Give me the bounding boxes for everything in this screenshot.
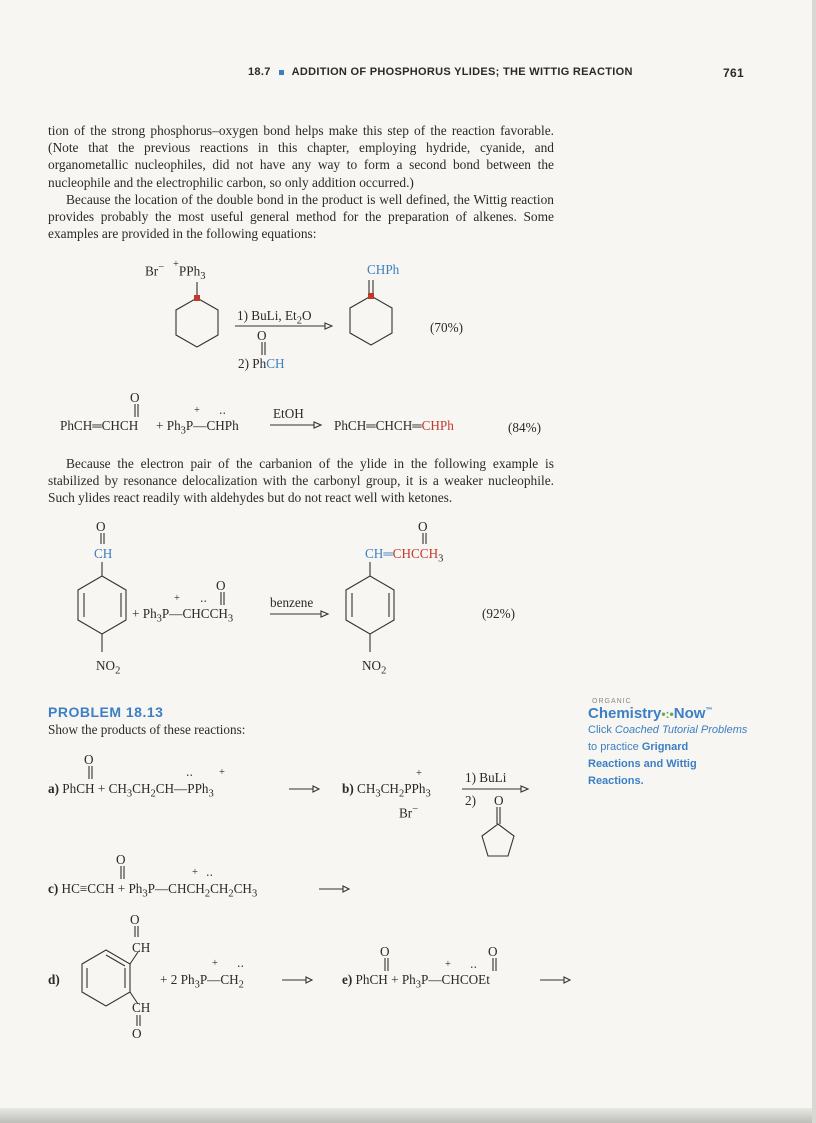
bond-marker [194,295,200,301]
page-number: 761 [723,66,744,80]
problem-part-b: b) $CH_3CH_2PPh_3$ [342,781,431,800]
sidebar-link[interactable]: Click Coached Tutorial Problems [588,724,748,736]
benzene-ring-product [344,560,404,660]
problem-title: PROBLEM 18.13 [48,704,164,720]
reaction-arrow [280,975,315,985]
header-bullet-icon [279,70,284,75]
problem-part-c: c) $HC\equiv CCH + Ph_3P—CHCH_2CH_2CH_3$ [48,881,258,900]
reaction-arrow [268,609,330,619]
reaction-arrow [287,784,322,794]
chemistry-now-logo: Chemistry•:•Now™ [588,705,713,722]
paragraph-intro: tion of the strong phosphorus–oxygen bond helps make this step of the reaction favorable. (Note that the previous reactions in this chapter, employing hydride, cyanide, and organometallic nucleophiles, did not have any way to form a second bond between the nucleophile and the electrophilic carbon, so only addition occurred.) Because the location of the double bond in the product is well defined, the Wittig reaction provides probably the most useful general method for the preparation of alkenes. Some examples are provided in the following equations: [48,123,554,242]
problem-part-e: e) PhCH + $Ph_3P—CHCOEt$ [342,972,490,991]
molecule-icon: •:• [661,707,674,721]
problem-part-d: + 2 $Ph_3P—CH_2$ [160,972,244,991]
reaction-arrow [268,420,323,430]
benzene-ring-reactant [76,560,136,660]
reaction-arrow [233,321,333,331]
running-header: 18.7 ADDITION OF PHOSPHORUS YLIDES; THE WITTIG REACTION [248,66,633,78]
reaction-arrow [317,884,352,894]
paragraph-stabilized-ylide: Because the electron pair of the carbanion of the ylide in the following example is stabilized by resonance delocalization with the carbonyl group, it is a weaker nucleophile. Such ylides react readily with aldehydes but do not react well with ketones. [48,456,554,506]
cyclohexylidene-ring [342,278,402,358]
cyclohexane-ring [168,280,228,360]
reaction-arrow [538,975,573,985]
problem-prompt: Show the products of these reactions: [48,722,246,737]
cyclopentanone-ring [478,806,518,861]
problem-part-a: a) PhCH + $CH_3CH_2CH—PPh_3$ [48,781,214,800]
page-bottom-edge [0,1108,816,1123]
page-right-edge [812,0,816,1123]
